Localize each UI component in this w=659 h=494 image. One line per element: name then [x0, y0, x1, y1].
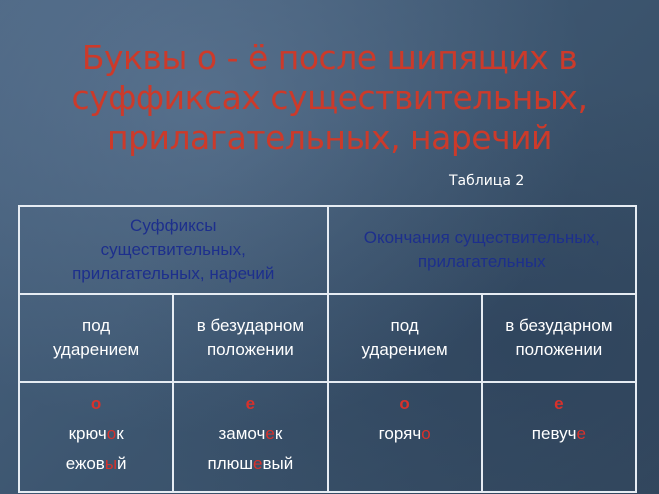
header-line: Суффиксы	[130, 216, 217, 235]
word-part: к	[274, 424, 283, 443]
header-line: прилагательных, наречий	[72, 264, 275, 283]
table-subheader-row	[19, 294, 636, 382]
subheader-line: положении	[206, 340, 294, 359]
word-part: ежов	[65, 454, 105, 473]
table-header-row	[19, 206, 636, 294]
examples-ending-stressed	[328, 382, 482, 492]
subheader-line: под	[82, 316, 111, 335]
subheader-suffix-unstressed	[173, 294, 327, 382]
slide-title-line: суффиксах существительных,	[71, 78, 588, 117]
subheader-line: положении	[515, 340, 603, 359]
example-word	[176, 419, 324, 449]
subheader-line: в безударном	[196, 316, 305, 335]
word-part: крюч	[68, 424, 107, 443]
slide-title-line: прилагательных, наречий	[107, 118, 552, 157]
example-word	[22, 419, 170, 449]
header-line: существительных,	[100, 240, 246, 259]
subheader-line: под	[390, 316, 419, 335]
table-examples-row	[19, 382, 636, 492]
rule-letter: о	[90, 394, 102, 413]
word-part: вый	[262, 454, 294, 473]
word-part: й	[117, 454, 127, 473]
word-part: певуч	[531, 424, 577, 443]
example-word	[22, 449, 170, 479]
table-caption: Таблица 2	[449, 173, 525, 189]
highlighted-letter: ы	[104, 454, 118, 473]
highlighted-letter: о	[106, 424, 117, 443]
examples-suffix-stressed	[19, 382, 173, 492]
header-line: Окончания существительных,	[363, 228, 600, 247]
rule-letter: е	[245, 394, 256, 413]
subheader-line: в безударном	[505, 316, 613, 335]
header-suffixes	[19, 206, 328, 294]
subheader-line: ударением	[361, 340, 448, 359]
highlighted-letter: о	[421, 424, 431, 443]
examples-ending-unstressed	[482, 382, 636, 492]
slide-title	[0, 38, 659, 158]
example-word	[176, 449, 324, 479]
word-part: горяч	[378, 424, 422, 443]
word-part: замоч	[218, 424, 266, 443]
rule-letter: е	[554, 394, 564, 413]
examples-suffix-unstressed	[173, 382, 327, 492]
subheader-ending-unstressed	[482, 294, 636, 382]
header-endings	[328, 206, 637, 294]
highlighted-letter: е	[576, 424, 586, 443]
subheader-suffix-stressed	[19, 294, 173, 382]
example-word	[331, 419, 479, 449]
subheader-ending-stressed	[328, 294, 482, 382]
highlighted-letter: е	[253, 454, 263, 473]
subheader-line: ударением	[53, 340, 140, 359]
rule-letter: о	[399, 394, 410, 413]
word-part: плюш	[207, 454, 254, 473]
header-line: прилагательных	[417, 252, 546, 271]
highlighted-letter: е	[265, 424, 275, 443]
example-word	[485, 419, 633, 449]
word-part: к	[116, 424, 124, 443]
rules-table	[18, 205, 637, 493]
slide-title-line: Буквы о - ё после шипящих в	[81, 38, 578, 77]
